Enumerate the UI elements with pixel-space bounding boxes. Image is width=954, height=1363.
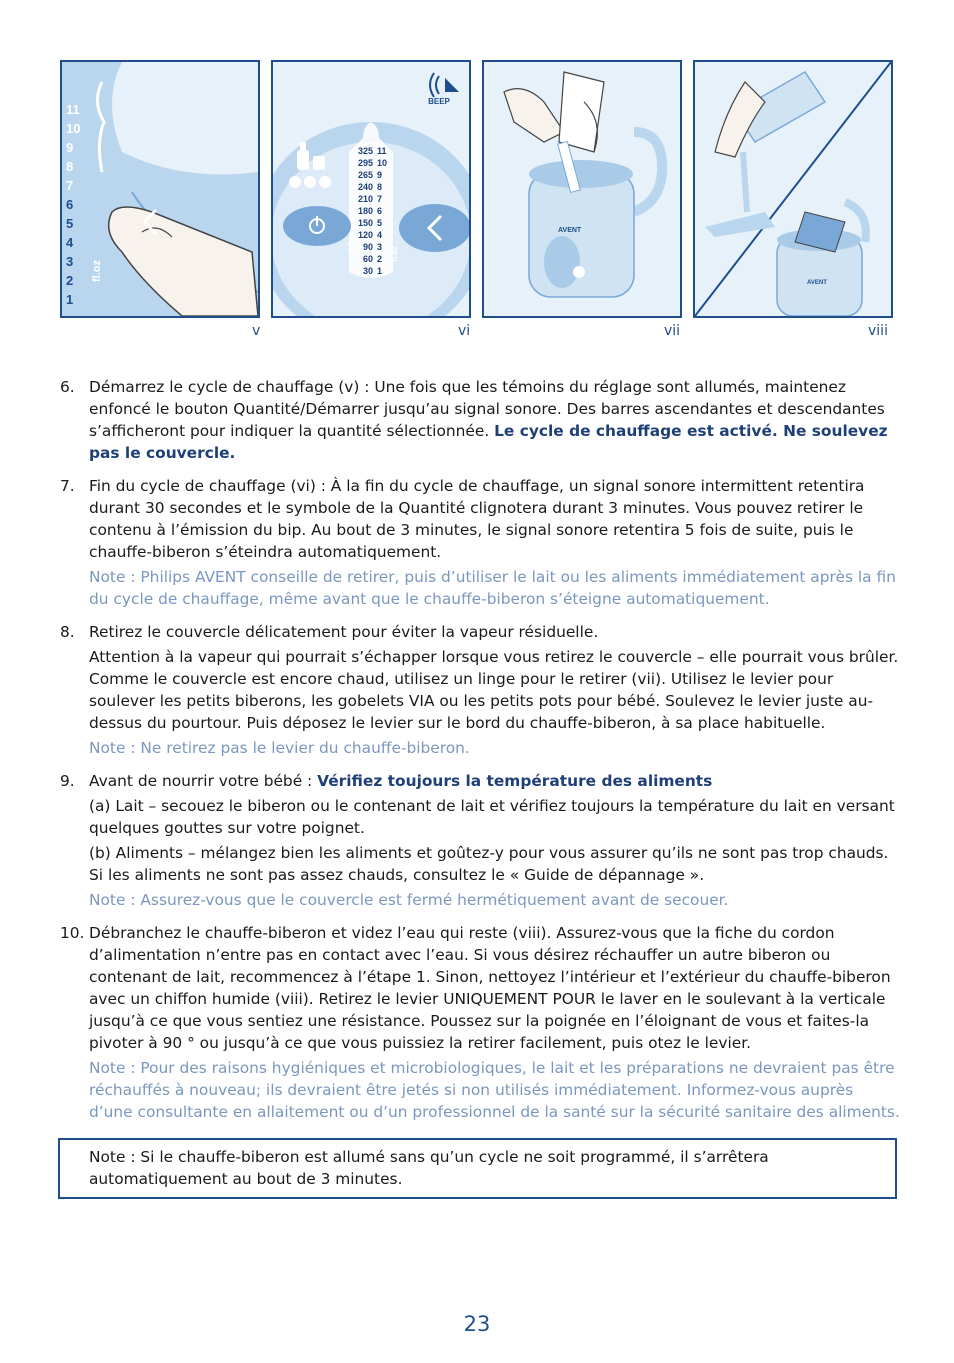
figure-vi-end-cycle — [271, 60, 471, 318]
ml-30: 30 — [362, 266, 373, 276]
oz-10: 10 — [377, 158, 388, 168]
ml-325: 325 — [357, 146, 373, 156]
fig-v-unit: fl.oz — [91, 260, 103, 282]
oz-5: 5 — [377, 218, 383, 228]
fig-v-tick-1: 1 — [66, 292, 74, 307]
step-number: 10. — [60, 924, 85, 942]
oz-6: 6 — [377, 206, 383, 216]
step-text-2: Attention à la vapeur qui pourrait s’échapper lorsque vous retirez le couvercle – elle pourrait vous brûler. Comme le couvercle est encore chaud, utilisez un linge pour le retirer (vii). Utilisez le levier pour soulever les petits biberons, les gobelets VIA ou les petits pots pour bébé. Soulevez le levier juste au-dessus du pourtour. Puis déposez le levier sur le bord du chauffe-biberon, à sa place habituelle. — [89, 648, 899, 732]
fig-v-tick-9: 9 — [66, 140, 74, 155]
fig-v-tick-2: 2 — [66, 273, 74, 288]
step-note: Note : Ne retirez pas le levier du chauffe-biberon. — [89, 739, 470, 757]
oz-3: 3 — [377, 242, 383, 252]
figure-label-vi: vi — [458, 323, 471, 339]
step-9 — [60, 770, 900, 911]
ml-295: 295 — [357, 158, 373, 168]
step-emphasis: Le cycle de chauffage est activé. Ne soulevez pas le couvercle. — [89, 422, 888, 462]
step-note: Note : Pour des raisons hygiéniques et microbiologiques, le lait et les préparations ne devraient pas être réchauffés à nouveau; ils devraient être jetés si non utilisés immédiatement. Informez-vous auprès d’une consultante en allaitement ou d’un professionnel de la santé sur la sécurité sanitaire des aliments. — [89, 1059, 900, 1121]
step-number: 7. — [60, 477, 75, 495]
brand-label: AVENT — [558, 227, 582, 234]
fig-v-tick-4: 4 — [66, 235, 74, 250]
step-text: Retirez le couvercle délicatement pour éviter la vapeur résiduelle. — [89, 623, 599, 641]
ml-90: 90 — [362, 242, 373, 252]
ml-unit: ml — [346, 242, 355, 252]
fig-v-tick-10: 10 — [66, 121, 81, 136]
oz-9: 9 — [377, 170, 383, 180]
step-text-2: (a) Lait – secouez le biberon ou le contenant de lait et vérifiez toujours la température du lait en versant quelques gouttes sur votre poignet. — [89, 797, 895, 837]
fig-v-tick-6: 6 — [66, 197, 74, 212]
page-number: 23 — [463, 1312, 491, 1336]
figure-label-vii: vii — [664, 323, 681, 339]
fig-v-tick-5: 5 — [66, 216, 74, 231]
ml-60: 60 — [362, 254, 373, 264]
fig-v-tick-3: 3 — [66, 254, 74, 269]
step-note: Note : Philips AVENT conseille de retirer, puis d’utiliser le lait ou les aliments immédiatement après la fin du cycle de chauffage, même avant que le chauffe-biberon s’éteigne automatiquement. — [89, 568, 896, 608]
figure-v-drawing — [62, 62, 258, 316]
beep-label: BEEP — [428, 97, 450, 106]
oz-8: 8 — [377, 182, 383, 192]
step-number: 9. — [60, 772, 75, 790]
step-text — [89, 770, 900, 792]
figure-vii-remove-lid — [482, 60, 682, 318]
ml-240: 240 — [357, 182, 373, 192]
step-number: 8. — [60, 623, 75, 641]
step-text-3: (b) Aliments – mélangez bien les aliments et goûtez-y pour vous assurer qu’ils ne sont pas trop chauds. Si les aliments ne sont pas assez chauds, consultez le « Guide de dépannage ». — [89, 844, 889, 884]
figure-label-v: v — [252, 323, 261, 339]
step-body: Avant de nourrir votre bébé : — [89, 772, 318, 790]
ml-180: 180 — [357, 206, 373, 216]
ml-150: 150 — [357, 218, 373, 228]
figure-vi-drawing — [273, 62, 469, 316]
oz-4: 4 — [377, 230, 383, 240]
step-body: Démarrez le cycle de chauffage (v) : Une fois que les témoins du réglage sont allumés, maintenez enfoncé le bouton Quantité/Démarrer jusqu’au signal sonore. Des barres ascendantes et descendantes s’afficheront pour indiquer la quantité sélectionnée. — [89, 378, 885, 440]
ml-210: 210 — [357, 194, 373, 204]
fig-v-tick-8: 8 — [66, 159, 74, 174]
oz-2: 2 — [377, 254, 383, 264]
oz-unit: fl.oz — [390, 246, 399, 262]
step-6 — [60, 376, 900, 464]
ml-120: 120 — [357, 230, 373, 240]
setting-icons — [289, 176, 331, 188]
step-number: 6. — [60, 378, 75, 396]
step-text — [89, 376, 900, 464]
instructions — [60, 376, 900, 1134]
warmer-body — [529, 172, 634, 297]
fig-v-tick-11: 11 — [66, 102, 80, 117]
brand-label: AVENT — [807, 280, 827, 286]
boxed-note: Note : Si le chauffe-biberon est allumé sans qu’un cycle ne soit programmé, il s’arrêtera automatiquement au bout de 3 minutes. — [58, 1138, 897, 1199]
step-10 — [60, 922, 900, 1123]
step-text: Débranchez le chauffe-biberon et videz l’eau qui reste (viii). Assurez-vous que la fiche du cordon d’alimentation n’entre pas en contact avec l’eau. Si vous désirez réchauffer un autre biberon ou contenant de lait, recommencez à l’étape 1. Sinon, nettoyez l’intérieur et l’extérieur du chauffe-biberon avec un chiffon humide (viii). Retirez le levier UNIQUEMENT POUR le laver en le soulevant à la verticale jusqu’à ce que vous sentiez une résistance. Poussez sur la poignée en l’éloignant de vous et faites-la pivoter à 90 ° ou jusqu’à ce que vous puissiez la retirer facilement, puis otez le levier. — [89, 924, 891, 1052]
step-text: Fin du cycle de chauffage (vi) : À la fin du cycle de chauffage, un signal sonore intermittent retentira durant 30 secondes et le symbole de la Quantité clignotera durant 3 minutes. Vous pouvez retirer le contenu à l’émission du bip. Au bout de 3 minutes, le signal sonore retentira 5 fois de suite, puis le chauffe-biberon s’éteindra automatiquement. — [89, 477, 865, 561]
oz-1: 1 — [377, 266, 383, 276]
figure-viii-empty-clean — [693, 60, 893, 318]
step-8 — [60, 621, 900, 759]
figure-viii-drawing — [695, 62, 891, 316]
water-stream — [743, 152, 747, 212]
oz-7: 7 — [377, 194, 383, 204]
illustrations-row — [60, 60, 894, 320]
oz-11: 11 — [377, 146, 387, 156]
step-emphasis: Vérifiez toujours la température des aliments — [317, 772, 713, 790]
figure-vii-drawing — [484, 62, 680, 316]
figure-v-start-button — [60, 60, 260, 318]
step-note: Note : Assurez-vous que le couvercle est fermé hermétiquement avant de secouer. — [89, 891, 729, 909]
step-7 — [60, 475, 900, 610]
ml-265: 265 — [357, 170, 373, 180]
fig-v-tick-7: 7 — [66, 178, 74, 193]
figure-label-viii: viii — [868, 323, 888, 339]
